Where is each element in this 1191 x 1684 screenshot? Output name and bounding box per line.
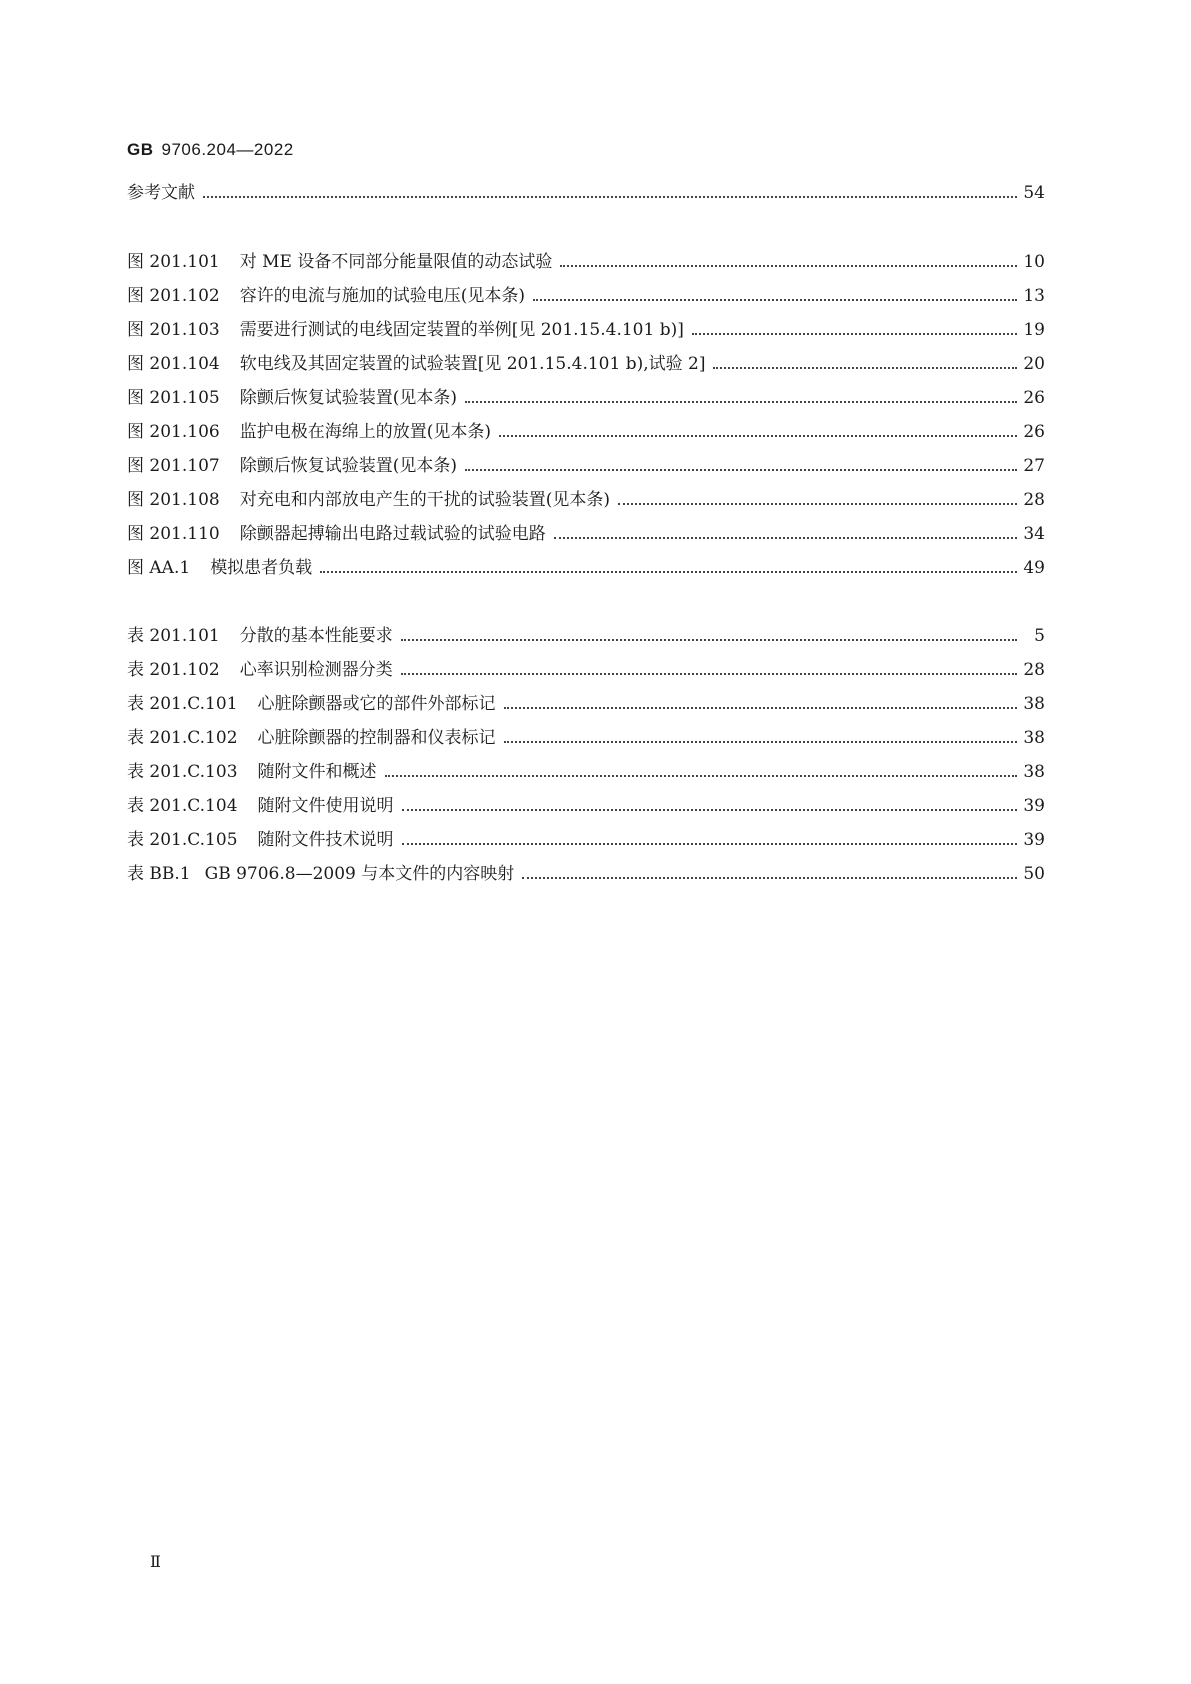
entry-page: 19 <box>1023 320 1045 340</box>
entry-title: 软电线及其固定装置的试验装置[见 201.15.4.101 b),试验 2] <box>239 354 706 374</box>
toc-entry-figure[interactable] <box>127 249 1045 275</box>
toc-entry-references[interactable] <box>127 180 1045 206</box>
dot-leader <box>692 332 1017 335</box>
entry-number: 图 201.105 <box>127 388 220 408</box>
dot-leader <box>499 434 1017 437</box>
toc-entry-figure[interactable] <box>127 283 1045 309</box>
toc-entry-table[interactable] <box>127 759 1045 785</box>
dot-leader <box>385 774 1017 777</box>
dot-leader <box>402 842 1017 845</box>
toc-entry-figure[interactable] <box>127 419 1045 445</box>
entry-page: 39 <box>1023 796 1045 816</box>
entry-title: 心脏除颤器或它的部件外部标记 <box>257 694 496 714</box>
entry-page: 38 <box>1023 762 1045 782</box>
entry-page: 26 <box>1023 388 1045 408</box>
entry-number: 图 201.107 <box>127 456 220 476</box>
entry-page: 34 <box>1023 524 1045 544</box>
entry-number: 图 201.108 <box>127 490 220 510</box>
entry-title: 除颤后恢复试验装置(见本条) <box>239 456 457 476</box>
entry-number: 图 201.110 <box>127 524 220 544</box>
entry-title: 容许的电流与施加的试验电压(见本条) <box>239 286 525 306</box>
entry-page: 28 <box>1023 490 1045 510</box>
entry-label: 参考文献 <box>127 183 195 203</box>
entry-page: 13 <box>1023 286 1045 306</box>
entry-page: 28 <box>1023 660 1045 680</box>
dot-leader <box>533 298 1017 301</box>
entry-title: 对 ME 设备不同部分能量限值的动态试验 <box>239 252 553 272</box>
toc-entry-table[interactable] <box>127 691 1045 717</box>
entry-number: 表 201.C.101 <box>127 694 238 714</box>
entry-title: 随附文件和概述 <box>257 762 377 782</box>
toc-entry-figure[interactable] <box>127 351 1045 377</box>
entry-page: 49 <box>1023 558 1045 578</box>
dot-leader <box>560 264 1017 267</box>
standard-prefix: GB <box>127 140 154 159</box>
entry-page: 38 <box>1023 728 1045 748</box>
entry-title: 心率识别检测器分类 <box>239 660 393 680</box>
toc-entry-table[interactable] <box>127 623 1045 649</box>
dot-leader <box>522 876 1017 879</box>
toc-entry-figure[interactable] <box>127 487 1045 513</box>
dot-leader <box>401 638 1017 641</box>
entry-title: 监护电极在海绵上的放置(见本条) <box>239 422 491 442</box>
entry-title: 需要进行测试的电线固定装置的举例[见 201.15.4.101 b)] <box>239 320 684 340</box>
dot-leader <box>320 570 1017 573</box>
dot-leader <box>618 502 1017 505</box>
entry-title: 随附文件技术说明 <box>257 830 394 850</box>
entry-page: 27 <box>1023 456 1045 476</box>
dot-leader <box>203 195 1017 198</box>
entry-title: 模拟患者负载 <box>210 558 313 578</box>
toc-entry-table[interactable] <box>127 657 1045 683</box>
document-header <box>127 140 294 160</box>
dot-leader <box>402 808 1017 811</box>
entry-page: 39 <box>1023 830 1045 850</box>
toc-entry-table[interactable] <box>127 793 1045 819</box>
page-number-footer: Ⅱ <box>150 1554 161 1571</box>
entry-page: 5 <box>1034 626 1045 646</box>
entry-page: 38 <box>1023 694 1045 714</box>
entry-number: 表 201.C.105 <box>127 830 238 850</box>
toc-entry-table[interactable] <box>127 725 1045 751</box>
entry-page: 26 <box>1023 422 1045 442</box>
dot-leader <box>465 468 1017 471</box>
entry-number: 表 201.C.103 <box>127 762 238 782</box>
dot-leader <box>504 706 1017 709</box>
toc-entry-figure[interactable] <box>127 521 1045 547</box>
dot-leader <box>713 366 1017 369</box>
entry-title: 心脏除颤器的控制器和仪表标记 <box>257 728 496 748</box>
entry-page: 20 <box>1023 354 1045 374</box>
entry-number: 表 BB.1 <box>127 864 191 884</box>
dot-leader <box>504 740 1017 743</box>
toc-entry-figure[interactable] <box>127 555 1045 581</box>
entry-number: 图 AA.1 <box>127 558 191 578</box>
entry-number: 图 201.102 <box>127 286 220 306</box>
entry-number: 图 201.101 <box>127 252 220 272</box>
entry-number: 表 201.101 <box>127 626 220 646</box>
entry-number: 图 201.106 <box>127 422 220 442</box>
entry-number: 表 201.C.102 <box>127 728 238 748</box>
toc-entry-table[interactable] <box>127 827 1045 853</box>
entry-page: 50 <box>1023 864 1045 884</box>
toc-entry-figure[interactable] <box>127 453 1045 479</box>
toc-entry-figure[interactable] <box>127 385 1045 411</box>
toc-entry-figure[interactable] <box>127 317 1045 343</box>
standard-code: 9706.204—2022 <box>161 140 294 159</box>
toc-entry-table[interactable] <box>127 861 1045 887</box>
entry-title: 随附文件使用说明 <box>257 796 394 816</box>
dot-leader <box>401 672 1017 675</box>
entry-number: 表 201.102 <box>127 660 220 680</box>
entry-number: 图 201.104 <box>127 354 220 374</box>
entry-title: GB 9706.8—2009 与本文件的内容映射 <box>204 864 515 884</box>
entry-number: 图 201.103 <box>127 320 220 340</box>
dot-leader <box>554 536 1017 539</box>
entry-title: 对充电和内部放电产生的干扰的试验装置(见本条) <box>239 490 610 510</box>
entry-page: 10 <box>1023 252 1045 272</box>
entry-title: 除颤后恢复试验装置(见本条) <box>239 388 457 408</box>
entry-title: 除颤器起搏输出电路过载试验的试验电路 <box>239 524 546 544</box>
entry-title: 分散的基本性能要求 <box>239 626 393 646</box>
entry-page: 54 <box>1023 183 1045 203</box>
entry-number: 表 201.C.104 <box>127 796 238 816</box>
dot-leader <box>465 400 1017 403</box>
